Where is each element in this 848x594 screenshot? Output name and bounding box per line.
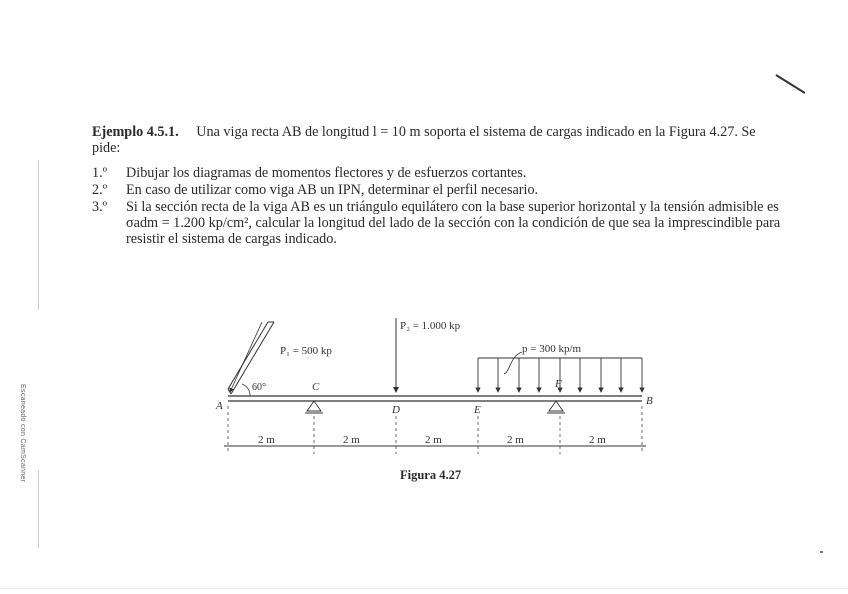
problem-intro bbox=[92, 124, 782, 156]
task-number: 2.º bbox=[92, 182, 108, 198]
example-title: Ejemplo 4.5.1. bbox=[92, 124, 179, 140]
point-b: B bbox=[646, 395, 653, 407]
task-item bbox=[92, 199, 782, 247]
scanner-watermark: Escaneado con CamScanner bbox=[19, 384, 26, 483]
task-number: 1.º bbox=[92, 165, 108, 181]
task-text: En caso de utilizar como viga AB un IPN, determinar el perfil necesario. bbox=[126, 182, 539, 198]
point-c: C bbox=[312, 381, 320, 393]
point-e: E bbox=[474, 404, 481, 416]
scan-speck bbox=[820, 551, 823, 553]
inclined-load-p1 bbox=[228, 322, 274, 394]
support-c bbox=[305, 401, 323, 413]
scan-mark bbox=[775, 74, 805, 94]
load-label-p2: P₂ = 1.000 kp bbox=[400, 320, 461, 332]
task-text: Si la sección recta de la viga AB es un triángulo equilátero con la base superior horizontal y la tensión admisible es σadm = 1.200 kp/cm², calcular la longitud del lado de la sección con la condición de que sea la imprescindible para resistir el sistema de cargas indicado. bbox=[126, 199, 781, 247]
load-label-p1: P₁ = 500 kp bbox=[280, 345, 332, 357]
dimension-lines bbox=[224, 406, 646, 454]
task-number: 3.º bbox=[92, 199, 108, 215]
support-f bbox=[547, 401, 565, 413]
dimension-label: 2 m bbox=[258, 434, 275, 446]
dimension-label: 2 m bbox=[425, 434, 442, 446]
load-label-distributed: p = 300 kp/m bbox=[522, 343, 582, 355]
angle-label: 60° bbox=[252, 382, 266, 393]
scan-edge-line bbox=[0, 588, 848, 589]
scan-edge-line bbox=[38, 160, 39, 310]
dimension-label: 2 m bbox=[589, 434, 606, 446]
scan-edge-line bbox=[38, 470, 39, 548]
figure-caption: Figura 4.27 bbox=[400, 468, 462, 482]
dimension-label: 2 m bbox=[343, 434, 360, 446]
beam-diagram bbox=[210, 312, 670, 462]
point-a: A bbox=[216, 400, 223, 412]
point-f: F bbox=[555, 378, 562, 390]
angle-arc bbox=[242, 384, 250, 396]
dimension-label: 2 m bbox=[507, 434, 524, 446]
task-item bbox=[92, 182, 782, 198]
task-list bbox=[92, 165, 782, 247]
point-d: D bbox=[392, 404, 400, 416]
task-text: Dibujar los diagramas de momentos flectores y de esfuerzos cortantes. bbox=[126, 165, 527, 181]
problem-statement bbox=[92, 124, 782, 248]
intro-text: Una viga recta AB de longitud l = 10 m soporta el sistema de cargas indicado en la Figura 4.27. Se pide: bbox=[92, 124, 756, 156]
task-item bbox=[92, 165, 782, 181]
